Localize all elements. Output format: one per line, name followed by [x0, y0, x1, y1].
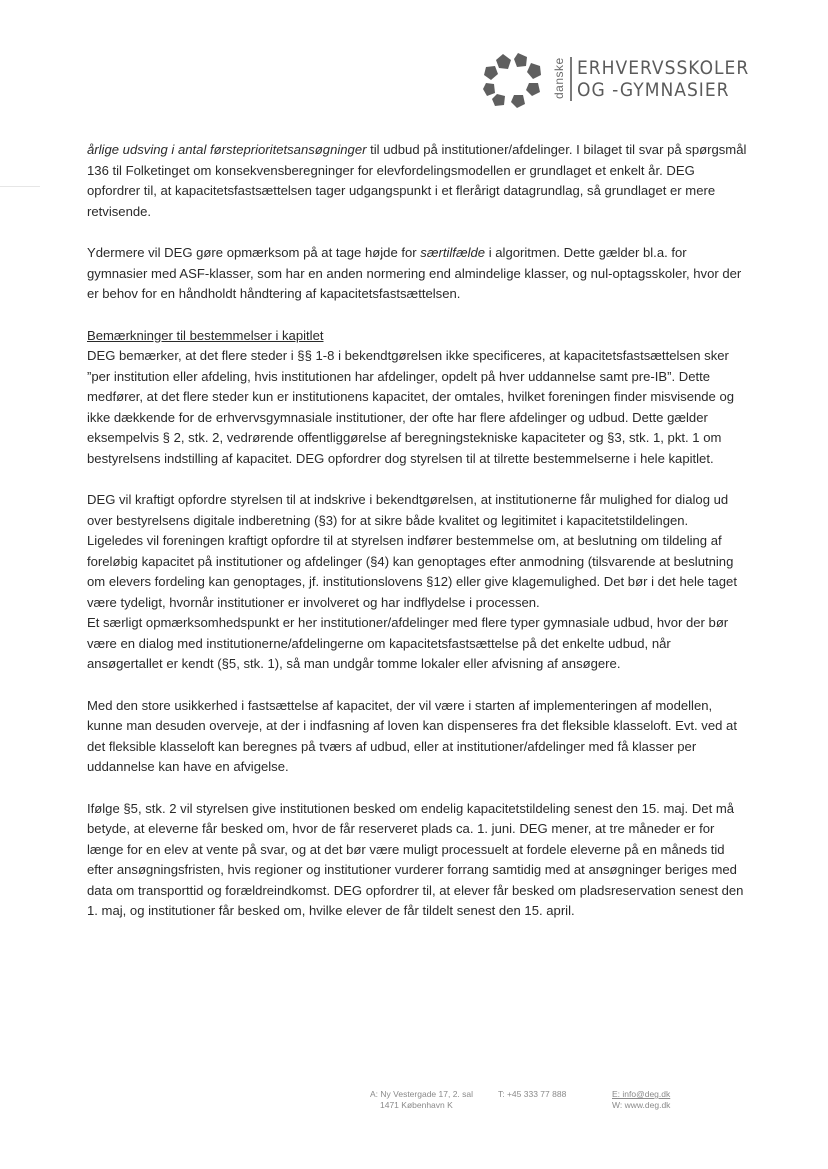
document-body: [87, 140, 747, 943]
logo-danske-text: danske: [552, 57, 566, 99]
logo-mark-icon: [481, 50, 545, 112]
paragraph-6: Med den store usikkerhed i fastsættelse af kapacitet, der vil være i starten af implementeringen af modellen, kunne man desuden overveje, at der i indfasning af loven kan dispenseres fra det fleksible klasseloft. Evt. ved at det fleksible klasseloft kan beregnes på tværs af udbud, eller at institutioner/afdelinger med få klasser per uddannelse kan have en afvigelse.: [87, 697, 737, 774]
footer-email-link[interactable]: E: info@deg.dk: [612, 1089, 671, 1099]
paragraph-1-text: til udbud på institutioner/afdelinger. I bilaget til svar på spørgsmål 136 til Folketinget om konsekvensberegninger for elevfordelingsmodellen er grundlaget et enkelt år. DEG opfordrer til, at kapacitetsfastsættelsen tager udgangspunkt i et flerårigt datagrundlag, så grundlaget er mere retvisende.: [87, 142, 747, 219]
footer-address-line-1: A: Ny Vestergade 17, 2. sal: [370, 1089, 474, 1099]
scan-artifact: [0, 186, 40, 187]
paragraph-2-text-b: i algoritmen. Dette gælder bl.a. for gymnasier med ASF-klasser, som har en anden normering end almindelige klasser, og nul-optagsskoler, hvor der er behov for en håndholdt håndtering af kapacitetsfastsættelsen.: [87, 245, 742, 301]
paragraph-7: Ifølge §5, stk. 2 vil styrelsen give institutionen besked om endelig kapacitetstildeling senest den 15. maj. Det må betyde, at eleverne får besked om, hvor de får reserveret plads ca. 1. juni. DEG mener, at tre måneder er for længe for en elev at vente på svar, og at det bør være muligt processuelt at fordele eleverne på en måneds tid efter ansøgningsfristen, hvis regioner og institutioner vurderer forrang samtidig med at ansøgninger beriges med data om transporttid og forældreindkomst. DEG opfordrer til, at elever får besked om pladsreservation senest den 1. maj, og institutioner får besked om, hvilke elever de får tildelt senest den 15. april.: [87, 800, 744, 918]
logo-divider: [570, 57, 572, 101]
footer-web-link[interactable]: W: www.deg.dk: [612, 1100, 671, 1110]
emphasis-text: årlige udsving i antal førsteprioritetsansøgninger: [87, 142, 367, 157]
section-heading: Bemærkninger til bestemmelser i kapitlet: [87, 327, 324, 343]
emphasis-text: særtilfælde: [420, 245, 486, 260]
paragraph-5: Et særligt opmærksomhedspunkt er her institutioner/afdelinger med flere typer gymnasiale udbud, hvor der bør være en dialog med institutionerne/afdelingerne om kapacitetsfastsættelse på det enkelte udbud, når ansøgertallet er kendt (§5, stk. 1), så man undgår tomme lokaler eller afvisning af ansøgere.: [87, 615, 729, 671]
logo-line-2: OG -GYMNASIER: [577, 79, 730, 101]
paragraph-2-text-a: Ydermere vil DEG gøre opmærksom på at tage højde for: [87, 245, 421, 260]
footer-address: [370, 1089, 473, 1111]
paragraph-3: DEG bemærker, at det flere steder i §§ 1-8 i bekendtgørelsen ikke specificeres, at kapacitetsfastsættelsen sker ”per institution eller afdeling, hvis institutionen har afdelinger, opdelt på hver uddannelse samt pre-IB”. Dette medfører, at det flere steder kun er institutionens kapacitet, der omtales, hvilket foreningen finder misvisende og ikke dækkende for de erhvervsgymnasiale institutioner, der ofte har flere afdelinger og udbud. Dette gælder eksempelvis § 2, stk. 2, vedrørende offentliggørelse af beregningstekniske kapaciteter og §3, stk. 1, pkt. 1 om bestyrelsens indstilling af kapacitet. DEG opfordrer dog styrelsen til at tilrette bestemmelserne i hele kapitlet.: [87, 348, 735, 466]
footer-address-line-2: 1471 København K: [380, 1100, 453, 1110]
paragraph-2: [87, 243, 747, 305]
paragraph-4: DEG vil kraftigt opfordre styrelsen til at indskrive i bekendtgørelsen, at institutionerne får mulighed for dialog ud over bestyrelsens digitale indberetning (§3) for at sikre både kvalitet og legitimitet i kapacitetstildelingen. Ligeledes vil foreningen kraftigt opfordre til at styrelsen indfører bestemmelse om, at beslutning om tildeling af foreløbig kapacitet på institutioner og afdelinger (§4) kan genoptages efter anmodning (tilsvarende at beslutning om elevers fordeling kan genoptages, jf. institutionslovens §12) eller give klagemulighed. Det bør i det hele taget være tydeligt, hvornår institutioner er involveret og har indflydelse i processen.: [87, 492, 737, 610]
logo-line-1: ERHVERVSSKOLER: [577, 57, 750, 79]
footer-contact: [612, 1089, 670, 1111]
paragraph-1: [87, 140, 747, 222]
footer-phone: T: +45 333 77 888: [498, 1089, 567, 1099]
